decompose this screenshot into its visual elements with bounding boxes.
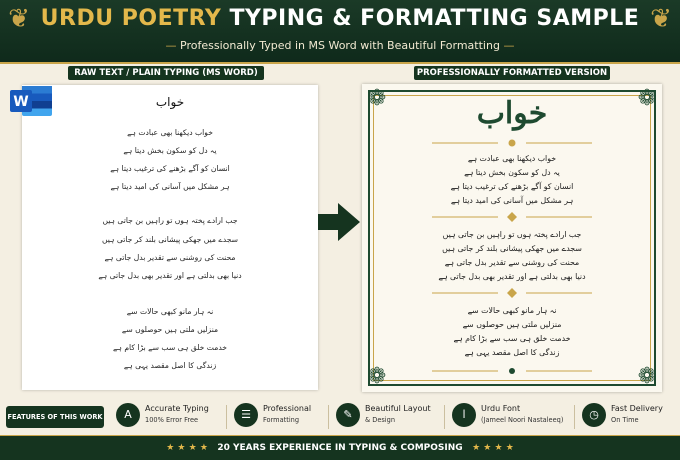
- clock-icon: ◷: [582, 403, 606, 427]
- word-icon: [8, 82, 54, 120]
- verse-line: انسان کو آگے بڑھنے کی ترغیب دیتا ہے: [110, 164, 230, 173]
- verse-line: جب ارادے پختہ ہوں تو راہیں بن جاتی ہیں: [442, 230, 582, 239]
- verse-line: ہر مشکل میں آسانی کی امید دیتا ہے: [450, 196, 574, 205]
- ornament-corner-icon: ❦: [650, 4, 672, 34]
- verse-line: خواب دیکھنا بھی عبادت ہے: [467, 154, 557, 163]
- ornament-corner-icon: ❦: [8, 4, 30, 34]
- stars-left: ★ ★ ★ ★: [166, 443, 208, 453]
- verse-line: نہ ہار مانو کبھی حالات سے: [467, 306, 557, 315]
- verse-line: محنت کی روشنی سے تقدیر بدل جاتی ہے: [444, 258, 580, 267]
- raw-document: [22, 85, 318, 390]
- document-icon: ☰: [234, 403, 258, 427]
- feature-divider: [328, 405, 329, 429]
- floral-corner-icon: ❁: [637, 364, 657, 389]
- floral-corner-icon: ❁: [367, 364, 387, 389]
- urdu-letter-icon: ا: [452, 403, 476, 427]
- footer-text: 20 YEARS EXPERIENCE IN TYPING & COMPOSING: [217, 443, 463, 453]
- verse-line: ہر مشکل میں آسانی کی امید دیتا ہے: [110, 182, 230, 191]
- feature-divider: [574, 405, 575, 429]
- feature-title: Beautiful Layout: [365, 404, 431, 413]
- feature-divider: [444, 405, 445, 429]
- feature-title: Fast Delivery: [611, 404, 663, 413]
- verse-line: منزلیں ملتی ہیں حوصلوں سے: [121, 325, 219, 334]
- title-rest: TYPING & FORMATTING SAMPLE: [229, 6, 640, 31]
- verse-line: یہ دل کو سکون بخش دیتا ہے: [464, 168, 560, 177]
- raw-text-label: RAW TEXT / PLAIN TYPING (MS WORD): [68, 66, 264, 80]
- title-highlight: URDU POETRY: [40, 6, 222, 31]
- verse-line: خدمت خلق ہی سب سے بڑا کام ہے: [453, 334, 571, 343]
- verse-line: زندگی کا اصل مقصد یہی ہے: [123, 361, 217, 370]
- feature-subtitle: 100% Error Free: [145, 416, 199, 424]
- page-title: [0, 6, 680, 31]
- verse-line: محنت کی روشنی سے تقدیر بدل جاتی ہے: [104, 253, 236, 262]
- verse-line: نہ ہار مانو کبھی حالات سے: [126, 307, 214, 316]
- verse-line: یہ دل کو سکون بخش دیتا ہے: [123, 146, 217, 155]
- ornament-divider-icon: [432, 212, 592, 222]
- feature-subtitle: Formatting: [263, 416, 300, 424]
- floral-corner-icon: ❁: [637, 86, 657, 111]
- arrow-right-icon: [316, 200, 362, 244]
- formatted-version-label: PROFESSIONALLY FORMATTED VERSION: [414, 66, 610, 80]
- verse-line: خدمت خلق ہی سب سے بڑا کام ہے: [113, 343, 227, 352]
- verse-line: دنیا بھی بدلتی ہے اور تقدیر بھی بدل جاتی ہے: [98, 271, 242, 280]
- verse-line: زندگی کا اصل مقصد یہی ہے: [464, 348, 560, 357]
- ornament-divider-icon: [432, 138, 592, 148]
- verse-line: سجدے میں جھکی پیشانی بلند کر جاتی ہیں: [101, 235, 239, 244]
- formatted-document: [362, 84, 662, 392]
- feature-title: Urdu Font: [481, 404, 521, 413]
- feature-title: Professional: [263, 404, 312, 413]
- feature-subtitle: (Jameel Noori Nastaleeq): [481, 416, 564, 424]
- pen-icon: ✎: [336, 403, 360, 427]
- features-badge: FEATURES OF THIS WORK: [6, 406, 104, 428]
- feature-title: Accurate Typing: [145, 404, 209, 413]
- ornament-divider-icon: [432, 288, 592, 298]
- header-banner: [0, 0, 680, 64]
- verse-line: دنیا بھی بدلتی ہے اور تقدیر بھی بدل جاتی ہے: [438, 272, 586, 281]
- doc-title: خواب: [155, 95, 185, 109]
- verse-line: منزلیں ملتی ہیں حوصلوں سے: [462, 320, 562, 329]
- feature-subtitle: & Design: [365, 416, 396, 424]
- footer-banner: [0, 435, 680, 460]
- text-box-icon: A: [116, 403, 140, 427]
- floral-corner-icon: ❁: [367, 86, 387, 111]
- stars-right: ★ ★ ★ ★: [472, 443, 514, 453]
- doc-title: خواب: [476, 96, 548, 131]
- verse-line: سجدے میں جھکی پیشانی بلند کر جاتی ہیں: [442, 244, 582, 253]
- ornament-divider-icon: [432, 366, 592, 376]
- verse-line: انسان کو آگے بڑھنے کی ترغیب دیتا ہے: [450, 182, 574, 191]
- feature-subtitle: On Time: [611, 416, 639, 424]
- verse-line: جب ارادے پختہ ہوں تو راہیں بن جاتی ہیں: [102, 216, 238, 225]
- svg-text:W: W: [13, 94, 29, 110]
- verse-line: خواب دیکھنا بھی عبادت ہے: [127, 128, 213, 137]
- subtitle-text: Professionally Typed in MS Word with Beautiful Formatting: [180, 39, 500, 52]
- page-subtitle: — Professionally Typed in MS Word with Beautiful Formatting —: [165, 39, 515, 52]
- feature-divider: [226, 405, 227, 429]
